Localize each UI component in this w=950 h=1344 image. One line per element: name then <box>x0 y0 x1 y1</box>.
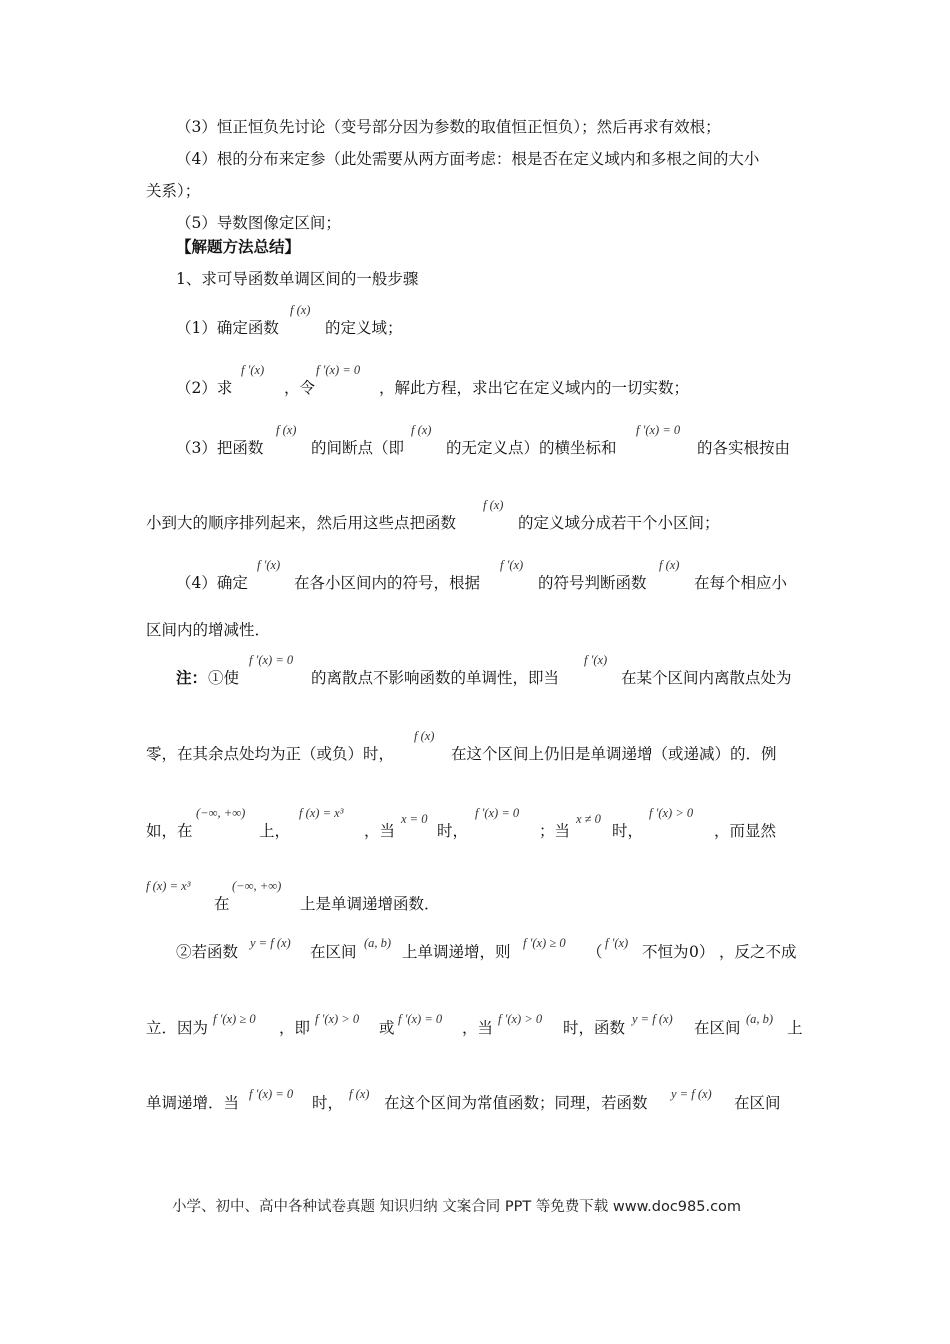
point-2-text-cont: 时， <box>312 1094 344 1112</box>
subsection-title: 1、求可导函数单调区间的一般步骤 <box>176 270 419 288</box>
math-fprime-eq-0: f ′(x) = 0 <box>398 1012 443 1026</box>
example-text-cont: 在 <box>214 895 230 913</box>
step-4-text: （4）确定 <box>176 574 248 592</box>
step-4-text: 在每个相应小 <box>694 574 788 592</box>
math-fx: f (x) <box>349 1087 370 1101</box>
math-fprime: f ′(x) <box>500 558 524 572</box>
point-2-text-cont: ，当 <box>462 1019 494 1037</box>
point-2-text: 上单调递增，则 <box>402 943 511 961</box>
math-fx-eq-x3: f (x) = x³ <box>299 806 344 820</box>
math-fprime-eq-0: f ′(x) = 0 <box>475 806 520 820</box>
example-text: ；当 <box>539 822 571 840</box>
point-2-text: （ <box>587 943 603 961</box>
step-3-text: 的各实根按由 <box>697 439 791 457</box>
point-2-text-cont: ，即 <box>279 1019 311 1037</box>
example-text: ，当 <box>364 822 396 840</box>
math-fx: f (x) <box>276 423 297 437</box>
point-2-text-cont: 上 <box>787 1019 803 1037</box>
math-x-eq-0: x = 0 <box>401 812 428 826</box>
step-3-text: 的无定义点）的横坐标和 <box>446 439 617 457</box>
math-fprime: f ′(x) <box>257 558 281 572</box>
point-2-text: 0） <box>689 943 715 961</box>
list-item-5: （5）导数图像定区间； <box>176 214 341 232</box>
point-2-text: 不恒为 <box>642 943 689 961</box>
math-fprime-ge-0: f ′(x) ≥ 0 <box>523 936 566 950</box>
math-fx: f (x) <box>483 498 504 512</box>
step-4-text: 在各小区间内的符号，根据 <box>294 574 481 592</box>
math-fprime: f ′(x) <box>241 363 265 377</box>
math-fx-eq-x3: f (x) = x³ <box>146 879 191 893</box>
step-1-text: （1）确定函数 <box>176 319 279 337</box>
step-3-text: 的间断点（即 <box>311 439 405 457</box>
step-1-text: 的定义域； <box>325 319 403 337</box>
point-2-text-cont: 或 <box>379 1019 395 1037</box>
note-label: 注： <box>176 668 208 687</box>
section-heading: 【解题方法总结】 <box>176 237 301 256</box>
math-y-eq-fx: y = f (x) <box>250 936 291 950</box>
math-fx: f (x) <box>290 303 311 317</box>
math-fprime-gt-0: f ′(x) > 0 <box>498 1012 543 1026</box>
note-text-cont: 零，在其余点处均为正（或负）时， <box>146 745 395 763</box>
example-text: 上， <box>259 822 291 840</box>
point-2-text-cont: 在区间 <box>694 1019 741 1037</box>
math-fprime-eq-0: f ′(x) = 0 <box>636 423 681 437</box>
math-fprime-eq-0: f ′(x) = 0 <box>316 363 361 377</box>
note-text: 在某个区间内离散点处为 <box>621 669 792 687</box>
point-2-text-cont: 在区间 <box>734 1094 781 1112</box>
math-x-ne-0: x ≠ 0 <box>576 812 601 826</box>
point-2-text-cont: 在这个区间为常值函数；同理，若函数 <box>384 1094 648 1112</box>
step-4-text: 的符号判断函数 <box>538 574 647 592</box>
math-fprime: f ′(x) <box>584 653 608 667</box>
math-fprime-gt-0: f ′(x) > 0 <box>315 1012 360 1026</box>
step-2-text: ，解此方程，求出它在定义域内的一切实数； <box>379 379 690 397</box>
math-interval: (−∞, +∞) <box>232 879 282 893</box>
example-text-cont: 上是单调递增函数． <box>300 895 440 913</box>
math-fx: f (x) <box>659 558 680 572</box>
page-footer: 小学、初中、高中各种试卷真题 知识归纳 文案合同 PPT 等免费下载 www.doc985.com <box>172 1199 742 1215</box>
example-text: 时， <box>437 822 469 840</box>
math-fprime-gt-0: f ′(x) > 0 <box>649 806 694 820</box>
list-item-3: （3）恒正恒负先讨论（变号部分因为参数的取值恒正恒负）；然后再求有效根； <box>176 118 721 136</box>
step-2-text: ，令 <box>284 379 316 397</box>
point-2-text-cont: 立．因为 <box>146 1019 209 1037</box>
step-4-text-cont: 区间内的增减性． <box>146 621 271 639</box>
step-3-text-cont: 小到大的顺序排列起来，然后用这些点把函数 <box>146 514 457 532</box>
point-2-text: ，反之不成 <box>719 943 797 961</box>
math-interval-ab: (a, b) <box>746 1012 774 1026</box>
math-fx: f (x) <box>414 729 435 743</box>
note-text: ①使 <box>208 669 240 687</box>
math-fprime-eq-0: f ′(x) = 0 <box>249 1087 294 1101</box>
step-3-text-cont: 的定义域分成若干个小区间； <box>518 514 720 532</box>
math-fprime-ge-0: f ′(x) ≥ 0 <box>213 1012 256 1026</box>
example-text: 时， <box>612 822 644 840</box>
list-item-4-cont: 关系）； <box>146 182 201 200</box>
math-y-eq-fx: y = f (x) <box>671 1087 712 1101</box>
math-interval-ab: (a, b) <box>364 936 392 950</box>
point-2-text-cont: 时，函数 <box>563 1019 626 1037</box>
step-2-text: （2）求 <box>176 379 233 397</box>
example-text: 如，在 <box>146 822 193 840</box>
list-item-4: （4）根的分布来定参（此处需要从两方面考虑：根是否在定义域内和多根之间的大小 <box>176 150 760 168</box>
math-fprime-eq-0: f ′(x) = 0 <box>249 653 294 667</box>
point-2-text: ②若函数 <box>176 943 239 961</box>
math-y-eq-fx: y = f (x) <box>632 1012 673 1026</box>
example-text: ，而显然 <box>714 822 777 840</box>
step-3-text: （3）把函数 <box>176 439 264 457</box>
note-text: 的离散点不影响函数的单调性，即当 <box>311 669 560 687</box>
note-text-cont: 在这个区间上仍旧是单调递增（或递减）的．例 <box>451 745 777 763</box>
math-fprime: f ′(x) <box>605 936 629 950</box>
math-interval: (−∞, +∞) <box>196 806 246 820</box>
math-fx: f (x) <box>411 423 432 437</box>
point-2-text: 在区间 <box>310 943 357 961</box>
point-2-text-cont: 单调递增．当 <box>146 1094 240 1112</box>
